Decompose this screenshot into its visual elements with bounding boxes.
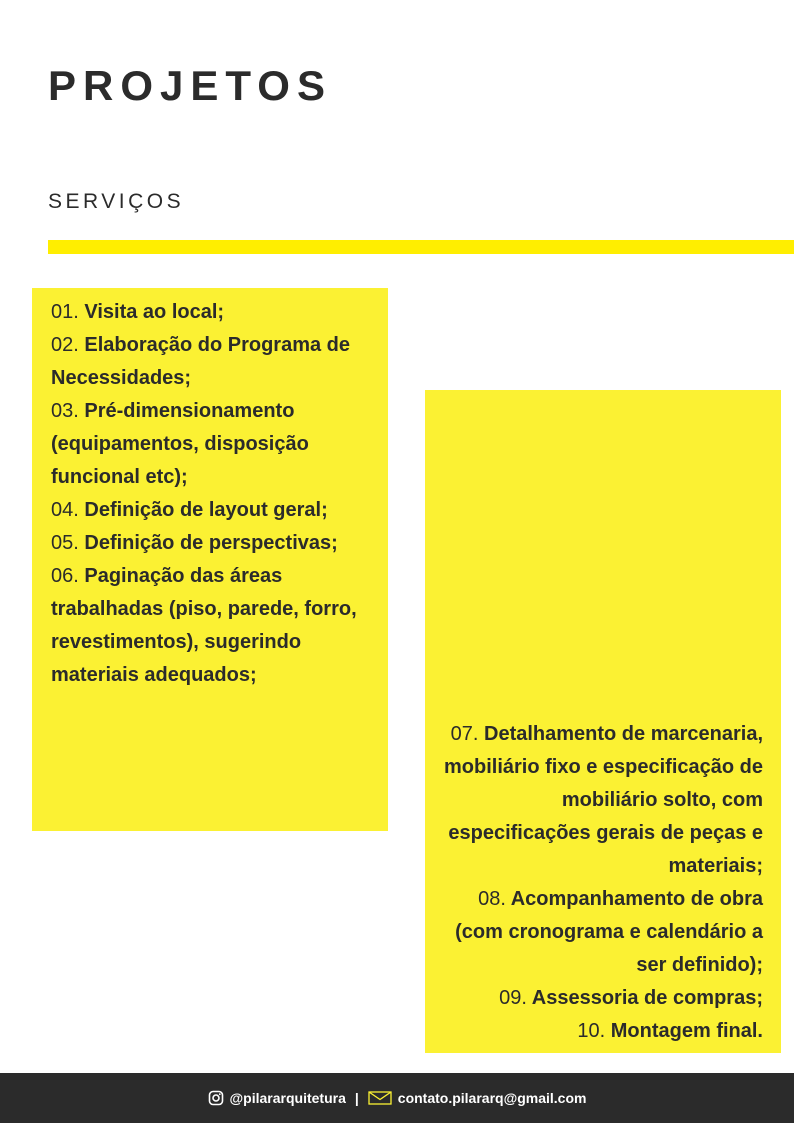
service-text: Elaboração do Programa de Necessidades;: [51, 334, 351, 389]
service-item: [435, 883, 763, 982]
service-number: 02.: [51, 334, 79, 356]
instagram-icon: [208, 1090, 224, 1106]
service-item: [51, 560, 380, 692]
service-item: [51, 395, 380, 494]
envelope-icon: [368, 1091, 392, 1105]
service-text: Acompanhamento de obra (com cronograma e calendário a ser definido);: [455, 888, 763, 976]
service-number: 10.: [577, 1020, 606, 1042]
service-number: 09.: [499, 987, 527, 1009]
services-box-right: [425, 390, 781, 1053]
service-text: Definição de perspectivas;: [84, 532, 338, 554]
service-number: 08.: [478, 888, 506, 910]
service-item: [51, 296, 380, 329]
service-item: [51, 329, 380, 395]
service-text: Pré-dimensionamento (equipamentos, disposição funcional etc);: [51, 400, 309, 488]
service-item: [435, 982, 763, 1015]
footer-bar: [0, 1073, 794, 1123]
service-number: 03.: [51, 400, 79, 422]
service-text: Montagem final.: [610, 1020, 763, 1042]
service-number: 05.: [51, 532, 79, 554]
service-number: 07.: [450, 723, 479, 745]
service-number: 06.: [51, 565, 79, 587]
yellow-divider: [48, 240, 794, 254]
services-box-left: [32, 288, 388, 831]
service-item: [435, 1015, 763, 1048]
service-item: [51, 527, 380, 560]
services-list-left: [51, 296, 380, 692]
email-link[interactable]: contato.pilararq@gmail.com: [397, 1090, 587, 1106]
service-text: Paginação das áreas trabalhadas (piso, parede, forro, revestimentos), sugerindo materiais adequados;: [51, 565, 357, 686]
service-number: 04.: [51, 499, 79, 521]
service-text: Assessoria de compras;: [531, 987, 763, 1009]
service-text: Detalhamento de marcenaria, mobiliário fixo e especificação de mobiliário solto, com especificações gerais de peças e materiais;: [443, 723, 763, 877]
service-number: 01.: [51, 301, 79, 323]
page-title: PROJETOS: [48, 62, 332, 109]
instagram-handle[interactable]: @pilararquitetura: [229, 1090, 346, 1106]
services-list-right: [435, 718, 763, 1048]
footer-separator: |: [354, 1090, 359, 1106]
section-subtitle: SERVIÇOS: [48, 190, 185, 213]
service-text: Visita ao local;: [84, 301, 225, 323]
service-item: [435, 718, 763, 883]
service-item: [51, 494, 380, 527]
service-text: Definição de layout geral;: [84, 499, 328, 521]
